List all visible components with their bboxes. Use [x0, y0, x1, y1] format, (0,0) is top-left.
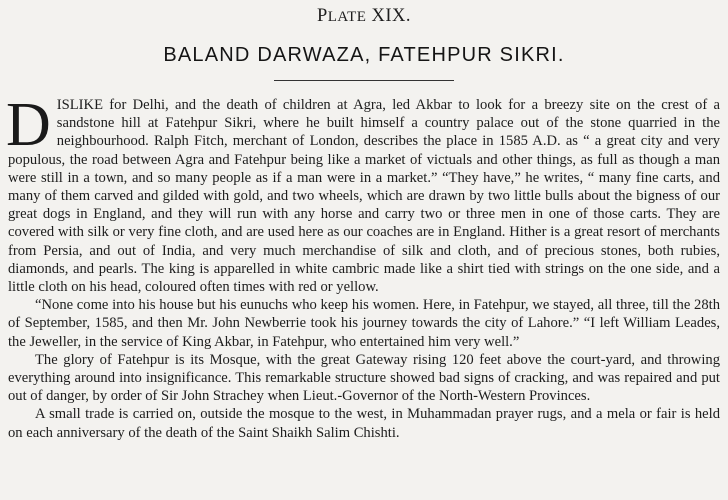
- paragraph-3: The glory of Fatehpur is its Mosque, with the great Gateway rising 120 feet above the court-yard, and throwing everything around into insignificance. This remarkable structure showed bad signs of cracking, and was repaired and put out of danger, by order of Sir John Strachey when Lieut.-Governor of the North-Western Provinces.: [8, 351, 720, 405]
- plate-label-initial: P: [316, 6, 328, 26]
- title-divider: [274, 80, 454, 81]
- paragraph-2: “None come into his house but his eunuchs who keep his women. Here, in Fatehpur, we stayed, all three, till the 28th of September, 1585, and then Mr. John Newberrie took his journey towards the city of Lahore.” “I left William Leades, the Jeweller, in the service of King Akbar, in Fatehpur, who entertained him very well.”: [8, 297, 720, 350]
- article-body: [6, 91, 720, 442]
- page-title: BALAND DARWAZA, FATEHPUR SIKRI.: [163, 44, 565, 66]
- drop-cap: D: [6, 91, 51, 159]
- paragraph-1: [6, 91, 720, 296]
- paragraph-1-text: ISLIKE for Delhi, and the death of children at Agra, led Akbar to look for a breezy site on the crest of a sandstone hill at Fatehpur Sikri, where he built himself a country palace out of the stone quarried in the neighbourhood. Ralph Fitch, merchant of London, describes the place in 1585 A.D. as “ a great city and very populous, the road between Agra and Fatehpur being like a market of victuals and other things, as full as though a man were still in a town, and so many people as if a man were in a market.” “They have,” he writes, “ many fine carts, and many of them carved and gilded with gold, and two wheels, which are drawn by two little bulls about the bigness of our great dogs in England, and they will run with any horse and carry two or three men in one of those carts. They are covered with silk or very fine cloth, and are used here as our coaches are in England. Hither is a great resort of merchants from Persia, and out of India, and very much merchandise of silk and cloth, and of precious stones, both rubies, diamonds, and pearls. The king is apparelled in white cambric made like a shirt tied with strings on the one side, and a little cloth on his head, coloured often times with red or yellow.: [8, 97, 720, 296]
- document-page: [8, 0, 720, 500]
- paragraph-4: A small trade is carried on, outside the mosque to the west, in Muhammadan prayer rugs, and a mela or fair is held on each anniversary of the death of the Saint Shaikh Salim Chishti.: [8, 406, 720, 441]
- plate-label-rest: LATE: [327, 9, 367, 25]
- plate-number: XIX.: [371, 6, 412, 26]
- plate-label: [8, 4, 720, 28]
